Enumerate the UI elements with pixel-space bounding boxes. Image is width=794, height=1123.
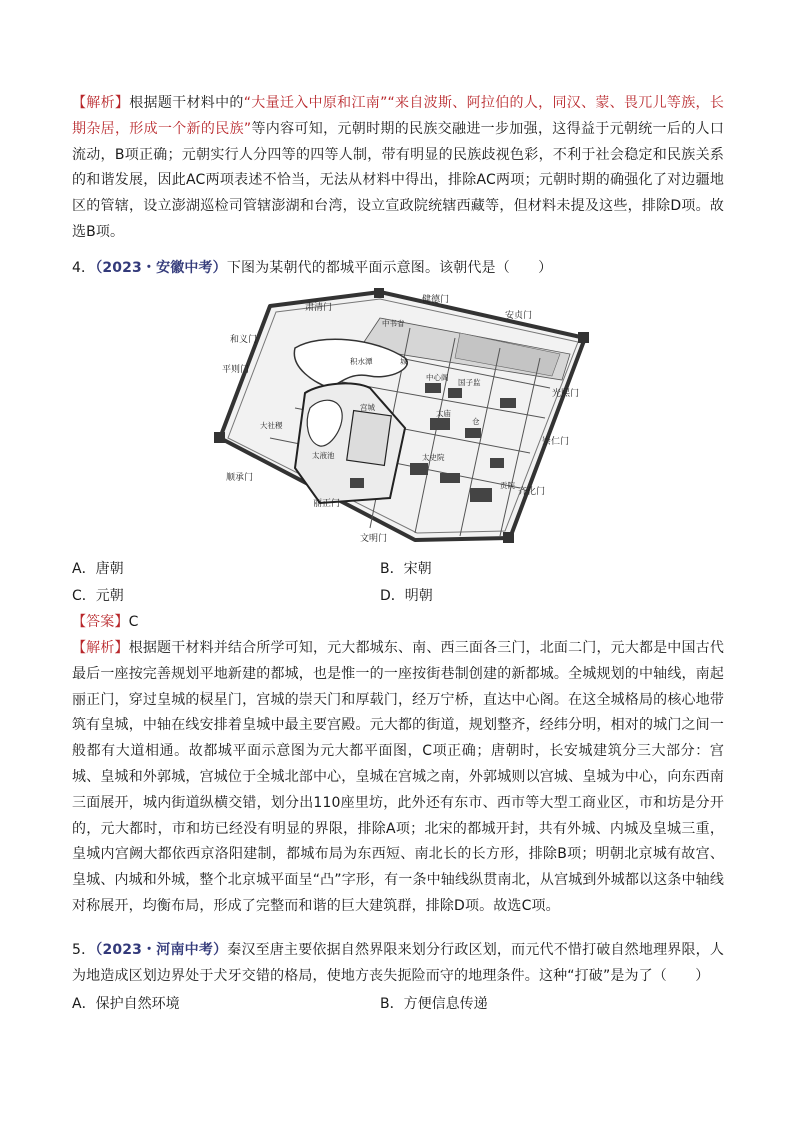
map-label-sheji: 大社稷 [260, 421, 283, 430]
analysis-tag: 【解析】 [72, 95, 130, 111]
q4-stem [72, 256, 724, 282]
q4-analysis [72, 636, 724, 920]
map-label-taiye: 太液池 [312, 451, 335, 460]
gate-suzhi: 肃清门 [305, 303, 333, 313]
q4-number: 4． [72, 260, 96, 276]
gate-pingze: 平则门 [222, 365, 250, 375]
palace-block [347, 411, 392, 466]
map-label-cang: 仓 [472, 417, 480, 426]
map-label-taishi: 太史院 [422, 453, 445, 462]
q5-source: （2023・河南中考） [95, 942, 228, 958]
map-label-zhongshu: 中书省 [382, 319, 405, 328]
gate-chongren: 崇仁门 [542, 437, 570, 447]
gate-jiande: 健德门 [422, 295, 450, 305]
map-label-zhongxin: 中心阁 [426, 373, 449, 382]
gate-lizheng: 丽正门 [313, 499, 341, 509]
gate-guanghui: 光熙门 [552, 389, 580, 399]
q4-analysis-text: 根据题干材料并结合所学可知，元大都城东、南、西三面各三门，北面二门，元大都是中国古代最后一座按完善规划平地新建的都城，也是惟一的一座按街巷制创建的新都城。全城规划的中轴线，南起丽正门，穿过皇城的棂星门，宫城的崇天门和厚载门，经万宁桥，直达中心阁。在这全城格局的核心地带筑有皇城，中轴在线安排着皇城中最主要宫殿。元大都的街道，规划整齐，经纬分明，相对的城门之间一般都有大道相通。故都城平面示意图为元大都平面图，C项正确；唐朝时，长安城建筑分三大部分：宫城、皇城和外郭城，宫城位于全城北部中心，皇城在宫城之南，外郭城则以宫城、皇城为中心，向东西南三面展开，城内街道纵横交错，划分出110座里坊，此外还有东市、西市等大型工商业区，市和坊是分开的，元大都时，市和坊已经没有明显的界限，排除A项；北宋的都城开封，共有外城、内城及皇城三重，皇城内宫阙大都依西京洛阳建制，都城布局为东西短、南北长的长方形，排除B项；明朝北京城有故宫、皇城、内城和外城，整个北京城平面呈“凸”字形，有一条中轴线纵贯南北，从宫城到外城都以这条中轴线对称展开，均衡布局，形成了完整而和谐的巨大建筑群，排除D项。故选C项。 [72, 640, 724, 914]
q5-option-a: A．保护自然环境 [72, 996, 180, 1012]
gate-heyi: 和义门 [230, 335, 258, 345]
q4-option-d: D．明朝 [380, 588, 433, 604]
q4-option-c: C．元朝 [72, 588, 124, 604]
q5-stem [72, 938, 724, 990]
q4-analysis-tag: 【解析】 [72, 640, 129, 656]
gate-anzhen: 安贞门 [505, 311, 533, 321]
map-label-guozijian: 国子监 [458, 378, 481, 387]
q4-answer [72, 610, 724, 636]
q5-option-b: B．方便信息传递 [380, 996, 488, 1012]
analysis-text-2: 等内容可知，元朝时期的民族交融进一步加强，这得益于元朝统一后的人口流动，B项正确；元朝实行人分四等的四等人制，带有明显的民族歧视色彩，不利于社会稳定和民族关系的和谐发展，因此AC两项表述不恰当，无法从材料中得出，排除AC两项；元朝时期的确强化了对边疆地区的管辖，设立澎湖巡检司管辖澎湖和台湾，设立宣政院统辖西藏等，但材料未提及这些，排除D项。故选B项。 [72, 120, 724, 240]
q4-source: （2023・安徽中考） [95, 260, 227, 276]
map-label-jishui: 积水潭 [350, 357, 373, 366]
map-label-gongyuan: 贡院 [500, 481, 515, 490]
q5-question: 秦汉至唐主要依据自然界限来划分行政区划，而元代不惜打破自然地理界限，人为地造成区划边界处于犬牙交错的格局，使地方丧失扼险而守的地理条件。这种“打破”是为了（ ） [72, 942, 724, 984]
answer-tag: 【答案】 [72, 614, 129, 630]
gate-shunzhi: 顺承门 [226, 473, 254, 483]
map-label-cheng: 城 [400, 357, 408, 366]
gate-wenming: 文明门 [360, 534, 388, 544]
q3-analysis [72, 91, 724, 246]
city-plan-svg [200, 288, 600, 548]
map-label-gongcheng: 宫城 [360, 403, 375, 412]
q4-option-a: A．唐朝 [72, 561, 124, 577]
q5-number: 5． [72, 942, 96, 958]
answer-value: C [128, 614, 139, 630]
q4-option-b: B．宋朝 [380, 561, 432, 577]
analysis-quote: “大量迁入中原和江南”“来自波斯、阿拉伯的人，同汉、蒙、畏兀儿等族，长期杂居，形成一个新的民族” [72, 95, 725, 137]
q4-question: 下图为某朝代的都城平面示意图。该朝代是（ ） [226, 260, 553, 276]
gate-qihua: 齐化门 [518, 487, 546, 497]
analysis-text-1: 根据题干材料中的 [129, 95, 244, 111]
city-plan-map [200, 288, 600, 548]
map-label-taimiao: 太庙 [436, 409, 451, 418]
